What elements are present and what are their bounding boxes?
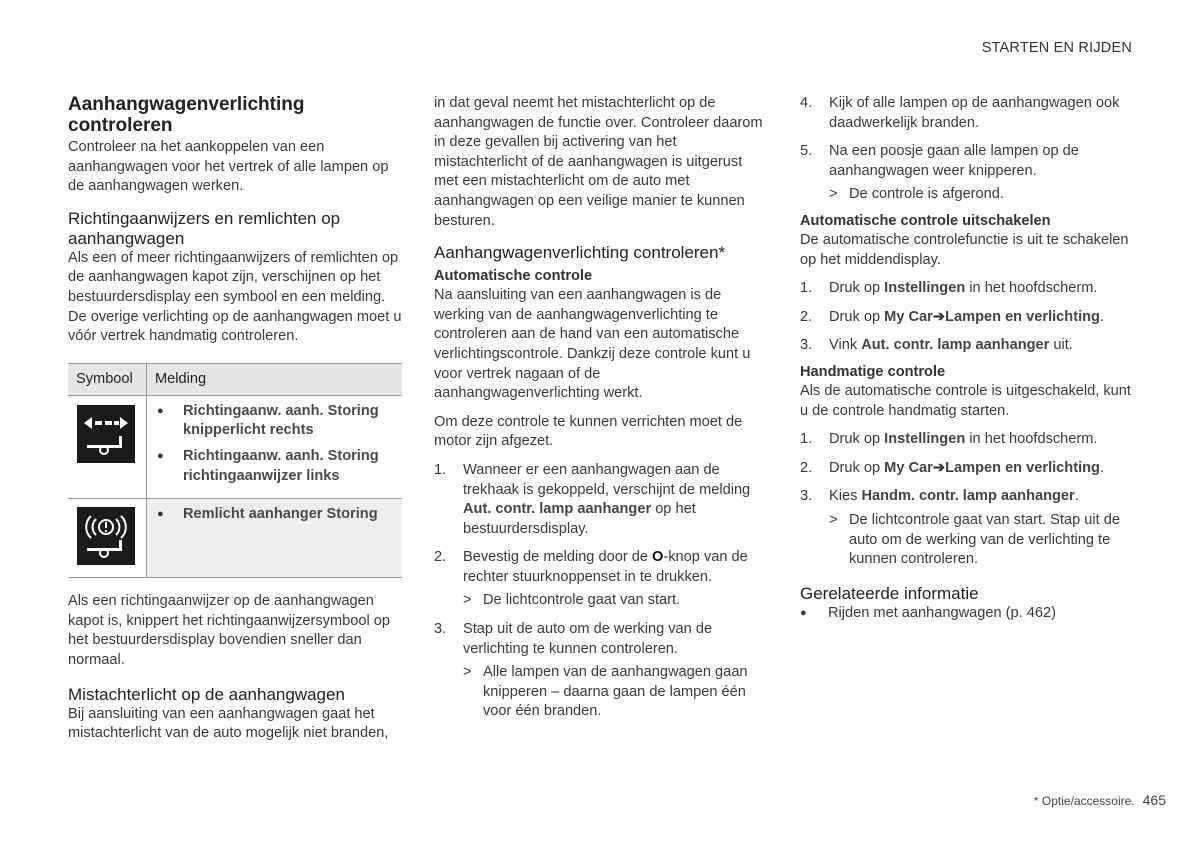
related-link[interactable]: ● Rijden met aanhangwagen (p. 462) [800, 604, 1134, 624]
list-item: 3. Stap uit de auto om de werking van de verlichting te kunnen controleren. > Alle lampen van de aanhangwagen gaan knipperen – daarna gaan de lampen één voor één branden. [434, 620, 768, 722]
list-item: 5. Na een poosje gaan alle lampen op de aanhangwagen weer knipperen. > De controle is afgerond. [800, 142, 1134, 205]
table-row [68, 395, 402, 498]
column-middle [434, 94, 768, 731]
message-item: ● Remlicht aanhanger Storing [157, 505, 394, 525]
symbol-cell [68, 499, 147, 578]
table-header-message: Melding [147, 363, 403, 395]
step-result: > De controle is afgerond. [829, 186, 1004, 203]
paragraph: Als de automatische controle is uitgeschakeld, kunt u de controle handmatig starten. [800, 382, 1131, 419]
paragraph: Bij aansluiting van een aanhangwagen gaat het mistachterlicht van de auto mogelijk niet branden, [68, 705, 389, 742]
steps-list [800, 94, 1134, 205]
paragraph: Als een of meer richtingaanwijzers of remlichten op de aanhangwagen kapot zijn, verschijnen op het bestuurdersdisplay een symbool en een melding. De overige verlichting op de aanhangwagen moet u vóór vertrek handmatig controleren. [68, 249, 402, 345]
symbol-cell [68, 395, 147, 498]
column-right [800, 94, 1134, 623]
paragraph: Om deze controle te kunnen verrichten moet de motor zijn afgezet. [434, 413, 743, 450]
list-item: 1. Druk op Instellingen in het hoofdscherm. [800, 280, 1098, 297]
list-item: 1. Wanneer er een aanhangwagen aan de trekhaak is gekoppeld, verschijnt de melding Aut. contr. lamp aanhanger op het bestuurdersdisplay. [434, 461, 751, 537]
subheading-automatic: Automatische controle [434, 268, 593, 285]
list-item: 2. Druk op My Car➔Lampen en verlichting. [800, 308, 1105, 325]
page-footer [1034, 792, 1166, 808]
trailer-turn-signal-icon [77, 405, 135, 463]
message-item: ● Richtingaanw. aanh. Storing knipperlicht rechts [157, 402, 394, 441]
list-item: 1. Druk op Instellingen in het hoofdscherm. [800, 431, 1098, 448]
paragraph: Na aansluiting van een aanhangwagen is de werking van de aanhangwagenverlichting te controleren aan de hand van een automatische verlichtingscontrole. Dankzij deze controle kunt u voor vertrek nagaan of de aanhangwagenverlichting werkt. [434, 287, 751, 402]
arrow-right-icon: ➔ [932, 459, 946, 476]
paragraph: Als een richtingaanwijzer op de aanhangwagen kapot is, knippert het richtingaanwijzersymbool op het bestuurdersdisplay bovendien sneller dan normaal. [68, 593, 391, 668]
column-left [68, 94, 402, 753]
subheading-fog-light: Mistachterlicht op de aanhangwagen [68, 684, 345, 704]
related-info-heading: Gerelateerde informatie [800, 583, 979, 603]
steps-list [434, 461, 768, 722]
list-item: 2. Bevestig de melding door de O-knop van de rechter stuurknoppenset in te drukken. > De lichtcontrole gaat van start. [434, 548, 768, 611]
subheading-manual: Handmatige controle [800, 363, 946, 380]
list-item: 3. Vink Aut. contr. lamp aanhanger uit. [800, 337, 1073, 354]
step-result: > De lichtcontrole gaat van start. Stap uit de auto om de werking van de verlichting te kunnen controleren. [829, 511, 1120, 568]
arrow-right-icon: ➔ [932, 308, 946, 325]
message-item: ● Richtingaanw. aanh. Storing richtingaanwijzer links [157, 447, 394, 486]
paragraph: De automatische controlefunctie is uit te schakelen op het middendisplay. [800, 231, 1129, 268]
table-row [68, 499, 402, 578]
step-result: > Alle lampen van de aanhangwagen gaan knipperen – daarna gaan de lampen één voor één branden. [463, 664, 748, 720]
message-cell [147, 395, 403, 498]
footnote: * Optie/accessoire. [1033, 794, 1135, 808]
trailer-brake-light-icon [77, 507, 135, 565]
paragraph: in dat geval neemt het mistachterlicht op de aanhangwagen de functie over. Controleer daarom in deze gevallen bij activering van het mistachterlicht of de aanhangwagen is uitgerust met een mistachterlicht om de auto met aanhangwagen op een veilige manier te kunnen besturen. [434, 95, 763, 229]
steps-list [800, 279, 1134, 356]
steps-list [800, 430, 1134, 570]
list-item: 2. Druk op My Car➔Lampen en verlichting. [800, 459, 1105, 476]
subheading-check-lights: Aanhangwagenverlichting controleren* [434, 243, 726, 263]
list-item: 3. Kies Handm. contr. lamp aanhanger. > De lichtcontrole gaat van start. Stap uit de auto om de werking van de verlichting te kunnen controleren. [800, 487, 1134, 569]
symbol-message-table [68, 363, 402, 578]
table-header-row [68, 363, 402, 395]
page-title: Aanhangwagenverlichting controleren [68, 94, 305, 136]
list-item: 4. Kijk of alle lampen op de aanhangwagen ook daadwerkelijk branden. [800, 95, 1120, 131]
subheading-turn-brake: Richtingaanwijzers en remlichten op aanhangwagen [68, 208, 341, 248]
step-result: > De lichtcontrole gaat van start. [463, 592, 681, 609]
table-header-symbol: Symbool [68, 363, 147, 395]
subheading-disable-auto: Automatische controle uitschakelen [800, 212, 1051, 229]
message-cell [147, 499, 403, 578]
page-number: 465 [1142, 792, 1166, 808]
related-list [800, 604, 1134, 624]
intro-paragraph: Controleer na het aankoppelen van een aanhangwagen voor het vertrek of alle lampen op de aanhangwagen werken. [68, 139, 389, 195]
section-header: STARTEN EN RIJDEN [981, 40, 1132, 56]
